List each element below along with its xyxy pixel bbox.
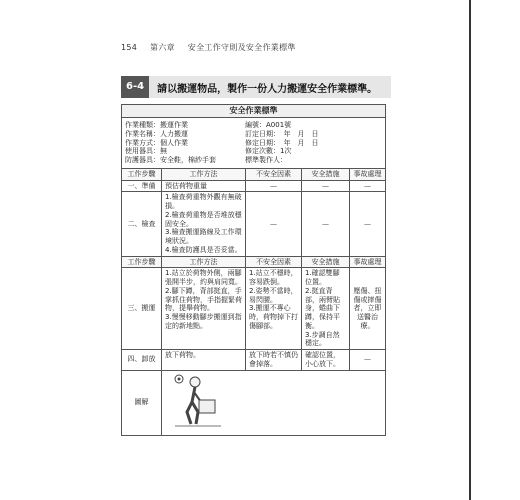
unsafe-factor-cell: — [246,192,302,256]
method-cell: 放下荷物。 [162,350,246,371]
table-row [122,192,386,256]
info-row [125,147,382,156]
safety-measure-cell: — [302,180,350,192]
info-left-text: 作業名稱：人力搬運 [125,129,188,138]
diagram-label: 圖解 [122,370,162,435]
info-row [125,139,382,148]
unsafe-factor-cell: 放下時若不慎仍會掉落。 [246,350,302,371]
safety-measure-cell: 1.確認雙腳位置。 2.挺直背部，兩臂貼身，蜷曲下蹲，保持平衡。 3.步調自然穩定。 [302,268,350,350]
header-row [122,256,386,268]
page-number: 154 [121,43,138,52]
chapter-number: 第六章 [150,43,175,52]
method-cell: 1.檢查荷重物外觀有無破損。 2.檢查荷重物是否堆放穩固安全。 3.檢查搬運路線及工作環境狀況。 4.檢查防護具是否妥當。 [162,192,246,256]
accident-handling-cell: — [350,350,386,371]
info-row [125,121,382,130]
method-cell: 預估荷物重量 [162,180,246,192]
info-right-text: 修定日期： 年 月 日 [245,138,319,147]
column-header: 工作步驟 [122,256,162,268]
column-header: 工作方法 [162,256,246,268]
column-header: 工作方法 [162,168,246,180]
unsafe-factor-cell: — [246,180,302,192]
method-cell: 1.站立於荷物外側，兩腳張開半步，約與肩同寬。 2.腳下蹲，背部挺直，手掌抓住荷物，手指握緊荷物，提舉荷物。 3.慢慢移動腳步搬運到指定的新地點。 [162,268,246,350]
table-row [122,268,386,350]
step-cell: 四、卸放 [122,350,162,371]
column-header: 不安全因素 [246,168,302,180]
info-left-text: 防護器具：安全鞋，棉紗手套 [125,156,216,164]
safety-measure-cell: 確認位置，小心放下。 [302,350,350,371]
accident-handling-cell: — [350,192,386,256]
section-title-bar [121,76,391,98]
info-left-text: 使用器具：無 [125,147,167,156]
column-header: 事故處理 [350,256,386,268]
info-right-text: 訂定日期： 年 月 日 [245,129,319,138]
info-row [125,130,382,139]
column-header: 不安全因素 [246,256,302,268]
step-cell: 二、檢查 [122,192,162,256]
section-badge: 6-4 [121,76,149,98]
accident-handling-cell: 壓傷、扭傷或摔傷者，立即送醫治療。 [350,268,386,350]
info-block [125,121,382,165]
unsafe-factor-cell: 1.站立不穩時，容易跌倒。 2.姿勢不當時，易閃腰。 3.搬運不專心時，荷物掉下打傷腳部。 [246,268,302,350]
chapter-title: 安全工作守則及安全作業標準 [187,43,296,52]
safety-measure-cell: — [302,192,350,256]
info-right-text: 編號：A001號 [245,121,292,129]
safety-standard-table [121,104,386,436]
table-row [122,180,386,192]
table-row [122,350,386,371]
header-row [122,168,386,180]
info-row [125,156,382,165]
column-header: 安全措施 [302,256,350,268]
page-header [121,42,306,53]
table-caption: 安全作業標準 [122,105,386,118]
info-left-text: 作業方式：個人作業 [125,138,188,147]
step-cell: 一、準備 [122,180,162,192]
column-header: 安全措施 [302,168,350,180]
lifting-person-illustration [165,372,225,430]
info-right-text: 標準製作人： [245,156,287,164]
accident-handling-cell: — [350,180,386,192]
section-title: 請以搬運物品，製作一份人力搬運安全作業標準。 [157,83,378,95]
page-edge-line [469,0,471,500]
info-right-text: 修定次數：1次 [245,147,292,156]
step-cell: 三、搬運 [122,268,162,350]
column-header: 工作步驟 [122,168,162,180]
info-left-text: 作業種類：搬運作業 [125,121,188,129]
column-header: 事故處理 [350,168,386,180]
diagram-cell [162,370,386,435]
